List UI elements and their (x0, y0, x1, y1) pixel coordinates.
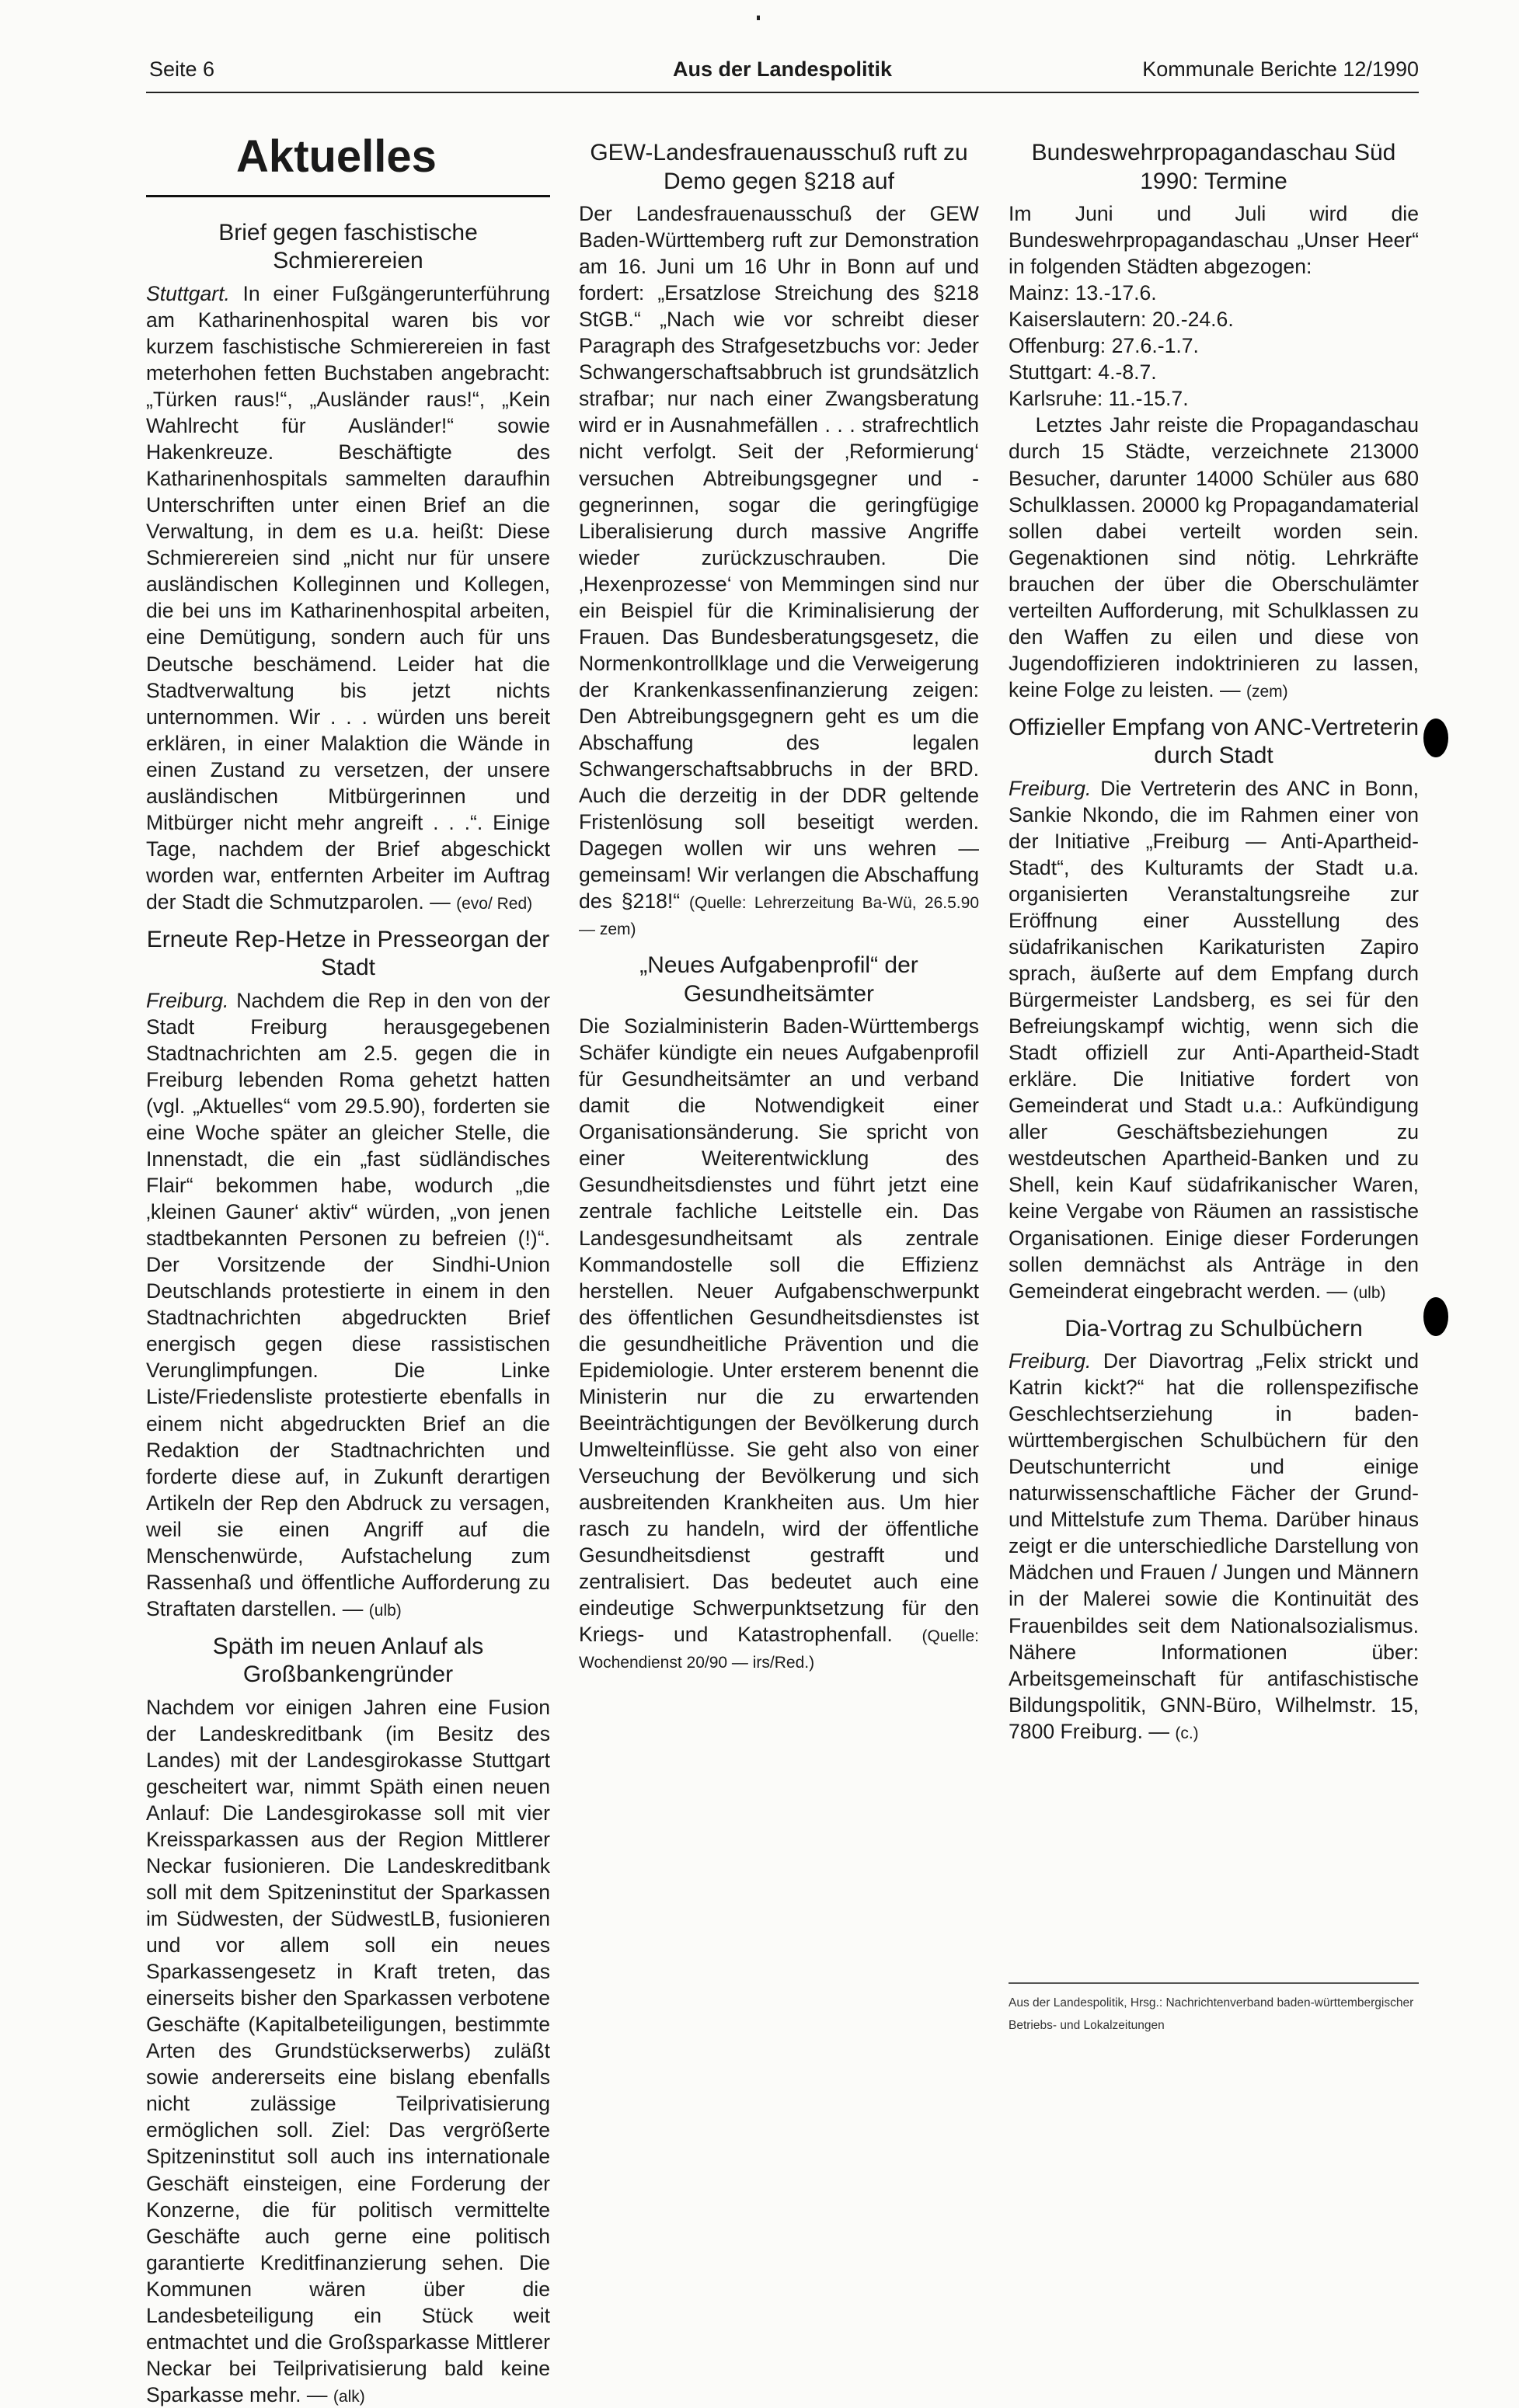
article-headline: Dia-Vortrag zu Schulbüchern (1064, 1315, 1363, 1341)
article-body: Der Landesfrauenausschuß der GEW Baden-Württemberg ruft zur Demonstration am 16. Juni um 16 Uhr in Bonn auf und fordert: „Ersatzlose Streichung des §218 StGB.“ „Nach wie vor schreibt dieser Paragraph des Strafgesetzbuchs vor: Jeder Schwangerschaftsabbruch ist grundsätzlich strafbar; nur nach einer Zwangsberatung wird er in Ausnahmefällen . . . strafrechtlich nicht verfolgt. Seit der ‚Reformierung‘ versuchen Abtreibungsgegner und -gegnerinnen, sogar die geringfügige Liberalisierung durch massive Angriffe wieder zurückzuschrauben. Die ‚Hexenprozesse‘ von Memmingen sind nur ein Beispiel für die Kriminalisierung der Frauen. Das Bundesberatungsgesetz, die Normenkontrollklage und die Verweigerung der Krankenkassenfinanzierung zeigen: Den Abtreibungsgegnern geht es um die Abschaffung des legalen Schwangerschaftsabbruchs in der BRD. Auch die derzeitig in der DDR geltende Fristenlösung soll beseitigt werden. Dagegen wollen wir uns wehren — gemeinsam! Wir verlangen die Abschaffung des §218!“ (Quelle: Lehrerzeitung Ba-Wü, 26.5.90 — zem) (579, 202, 979, 939)
article-body: Stuttgart. In einer Fußgängerunterführung am Katharinenhospital waren bis vor kurzem faschistische Schmierereien in fast meterhohen fetten Buchstaben angebracht: „Türken raus!“, „Ausländer raus!“, „Kein Wahlrecht für Ausländer!“ sowie Hakenkreuze. Beschäftigte des Katharinenhospitals sammelten daraufhin Unterschriften unter einen Brief an die Verwaltung, in dem es u.a. heißt: Diese Schmierereien sind „nicht nur für unsere ausländischen Kolleginnen und Kollegen, die bei uns im Katharinenhospital arbeiten, eine Demütigung, sondern auch für uns Deutsche beschämend. Leider hat die Stadtverwaltung bis jetzt nichts unternommen. Wir . . . würden uns bereit erklären, in einer Malaktion die Wände in einen Zustand zu versetzen, der unsere ausländischen Mitbürgerinnen und Mitbürger nicht mehr angreift . . .“. Einige Tage, nachdem der Brief abgeschickt worden war, entfernten Arbeiter im Auftrag der Stadt die Schmutzparolen. — (evo/ Red) (146, 282, 550, 913)
date-item: Mainz: 13.-17.6. (1009, 281, 1157, 305)
article-body: Freiburg. Der Diavortrag „Felix strickt und Katrin kickt?“ hat die rollenspezifische Geschlechtserziehung in baden-württembergischen Schulbüchern für den Deutschunterricht und einige naturwissenschaftliche Fächer der Grund- und Mittelstufe zum Thema. Darüber hinaus zeigt er die unterschiedliche Darstellung von Mädchen und Frauen / Jungen und Männern in der Malerei sowie die Kontinuität des Frauenbildes seit dem Nationalsozialismus. Nähere Informationen über: Arbeitsgemeinschaft für antifaschistische Bildungspolitik, GNN-Büro, Wilhelmstr. 15, 7800 Freiburg. — (c.) (1009, 1349, 1419, 1743)
date-list (1009, 280, 1419, 412)
article-source: (ulb) (368, 1601, 402, 1620)
article-source: (evo/ Red) (456, 894, 533, 913)
rubric-title: Aktuelles (236, 131, 437, 182)
punch-hole-mark (1423, 1297, 1448, 1336)
article-intro: Im Juni und Juli wird die Bundeswehrpropagandaschau „Unser Heer“ in folgenden Städten abgezogen: (1009, 202, 1419, 279)
article-body: Freiburg. Nachdem die Rep in den von der Stadt Freiburg herausgegebenen Stadtnachrichten am 2.5. gegen die in Freiburg lebenden Roma gehetzt hatten (vgl. „Aktuelles“ vom 29.5.90), forderten sie eine Woche später an gleicher Stelle, die Innenstadt, die ein „fast südländisches Flair“ bekommen habe, wodurch „die ‚kleinen Gauner‘ aktiv“ würden, „von jenen stadtbekannten Personen zu befreien (!)“. Der Vorsitzende der Sindhi-Union Deutschlands protestierte in einem in den Stadtnachrichten abgedruckten Brief energisch gegen diese rassistischen Verunglimpfungen. Die Linke Liste/Friedensliste protestierte ebenfalls in einem nicht abgedruckten Brief an die Redaktion der Stadtnachrichten und forderte diese auf, in Zukunft derartigen Artikeln der Rep den Abdruck zu versagen, weil sie einen Angriff auf die Menschenwürde, Aufstachelung zum Rassenhaß und öffentliche Aufforderung zu Straftaten darstellen. — (ulb) (146, 989, 550, 1620)
section-title: Aus der Landespolitik (672, 57, 893, 81)
article-headline: Bundeswehrpropagandaschau Süd 1990: Termine (1031, 140, 1396, 194)
column-left (146, 124, 550, 2408)
article-headline: Offizieller Empfang von ANC-Vertreterin durch Stadt (1009, 714, 1420, 769)
page-number: Seite 6 (149, 57, 215, 81)
article-source: (Quelle: Lehrerzeitung Ba-Wü, 26.5.90 — zem) (579, 894, 979, 939)
date-item: Offenburg: 27.6.-1.7. (1009, 334, 1199, 358)
punch-hole-mark (1423, 719, 1448, 757)
scan-speck (757, 16, 760, 20)
footnote-imprint: Aus der Landespolitik, Hrsg.: Nachrichtenverband baden-württembergischer Betriebs- und Lokalzeitungen (1009, 1982, 1419, 2037)
article-body: Freiburg. Die Vertreterin des ANC in Bonn, Sankie Nkondo, die im Rahmen einer von der Initiative „Freiburg — Anti-Apartheid-Stadt“, des Kulturamts der Stadt u.a. organisierten Veranstaltungsreihe zur Eröffnung einer Ausstellung des südafrikanischen Karikaturisten Zapiro sprach, äußerte auf dem Empfang durch Bürgermeister Landsberg, es sei für den Befreiungskampf wichtig, wenn sich die Stadt offiziell zur Anti-Apartheid-Stadt erkläre. Die Initiative fordert von Gemeinderat und Stadt u.a.: Aufkündigung aller Geschäftsbeziehungen zu westdeutschen Apartheid-Banken und zu Shell, kein Kauf südafrikanischer Waren, keine Vergabe von Räumen an rassistische Organisationen. Einige dieser Forderungen sollen demnächst als Anträge in den Gemeinderat eingebracht werden. — (ulb) (1009, 776, 1419, 1303)
article-headline: Späth im neuen Anlauf als Großbankengründer (212, 1633, 484, 1688)
article-place: Stuttgart. (146, 282, 230, 306)
article-place: Freiburg. (1009, 1349, 1092, 1373)
article-headline: GEW-Landesfrauenausschuß ruft zu Demo gegen §218 auf (590, 140, 968, 194)
article-body: Letztes Jahr reiste die Propagandaschau durch 15 Städte, verzeichnete 213000 Besucher, darunter 14000 Schüler aus 680 Schulklassen. 20000 kg Propagandamaterial sollen dabei verteilt worden sein. Gegenaktionen sind nötig. Lehrkräfte brauchen der über die Oberschulämter verteilten Aufforderung, mit Schulklassen zu den Waffen zu eilen und diese von Jugendoffizieren indoktrinieren zu lassen, keine Folge zu leisten. — (zem) (1009, 413, 1419, 701)
article-source: (zem) (1246, 682, 1288, 701)
article-source: (alk) (333, 2387, 365, 2406)
rubric-rule (146, 195, 550, 197)
article-headline: Erneute Rep-Hetze in Presseorgan der Stadt (146, 926, 550, 981)
date-item: Karlsruhe: 11.-15.7. (1009, 387, 1189, 411)
article-source: (Quelle: Wochendienst 20/90 — irs/Red.) (579, 1627, 979, 1672)
article-body: Die Sozialministerin Baden-Württembergs Schäfer kündigte ein neues Aufgabenprofil für Gesundheitsämter an und verband damit die Notwendigkeit einer Organisationsänderung. Sie spricht von einer Weiterentwicklung des Gesundheitsdienstes und führt jetzt eine zentrale fachliche Leitstelle ein. Das Landesgesundheitsamt als zentrale Kommandostelle soll die Effizienz herstellen. Neuer Aufgabenschwerpunkt des öffentlichen Gesundheitsdienstes ist die gesundheitliche Prävention und die Epidemiologie. Unter ersterem benennt die Ministerin nur die zu erwartenden Beeinträchtigungen der Bevölkerung durch Umwelteinflüsse. Sie geht also von einer Verseuchung der Bevölkerung und sich ausbreitenden Krankheiten aus. Um hier rasch zu handeln, wird der öffentliche Gesundheitsdienst gestrafft und zentralisiert. Das bedeutet auch eine eindeutige Schwerpunktsetzung für den Kriegs- und Katastrophenfall. (Quelle: Wochendienst 20/90 — irs/Red.) (579, 1014, 979, 1672)
article-headline: „Neues Aufgabenprofil“ der Gesundheitsämter (639, 952, 918, 1007)
article-place: Freiburg. (146, 989, 229, 1013)
date-item: Stuttgart: 4.-8.7. (1009, 360, 1157, 385)
page-header (146, 53, 1419, 93)
column-middle (579, 128, 979, 1674)
publication-issue: Kommunale Berichte 12/1990 (1142, 57, 1419, 81)
article-headline: Brief gegen faschistische Schmierereien (218, 219, 478, 274)
column-right (1009, 128, 1419, 1745)
article-place: Freiburg. (1009, 776, 1092, 800)
article-body: Nachdem vor einigen Jahren eine Fusion der Landeskreditbank (im Besitz des Landes) mit der Landesgirokasse Stuttgart gescheitert war, nimmt Späth einen neuen Anlauf: Die Landesgirokasse soll mit vier Kreissparkassen aus der Region Mittlerer Neckar fusionieren. Die Landeskreditbank soll mit dem Spitzeninstitut der Sparkassen im Südwesten, der SüdwestLB, fusionieren und vor allem soll ein neues Sparkassengesetz in Kraft treten, das einerseits bisher den Sparkassen verbotene Geschäfte (Kapitalbeteiligungen, bestimmte Arten des Grundstückserwerbs) zuläßt sowie andererseits eine bislang ebenfalls nicht zulässige Teilprivatisierung ermöglichen soll. Ziel: Das vergrößerte Spitzeninstitut soll auch ins internationale Geschäft einsteigen, eine Forderung der Konzerne, die für politisch vermittelte Geschäfte auch gerne eine politisch garantierte Kreditfinanzierung sehen. Die Kommunen wären über die Landesbeteiligung ein Stück weit entmachtet und die Großsparkasse Mittlerer Neckar bei Teilprivatisierung bald keine Sparkasse mehr. — (alk) (146, 1695, 550, 2406)
article-source: (ulb) (1353, 1283, 1386, 1302)
date-item: Kaiserslautern: 20.-24.6. (1009, 308, 1234, 332)
article-source: (c.) (1175, 1724, 1199, 1742)
